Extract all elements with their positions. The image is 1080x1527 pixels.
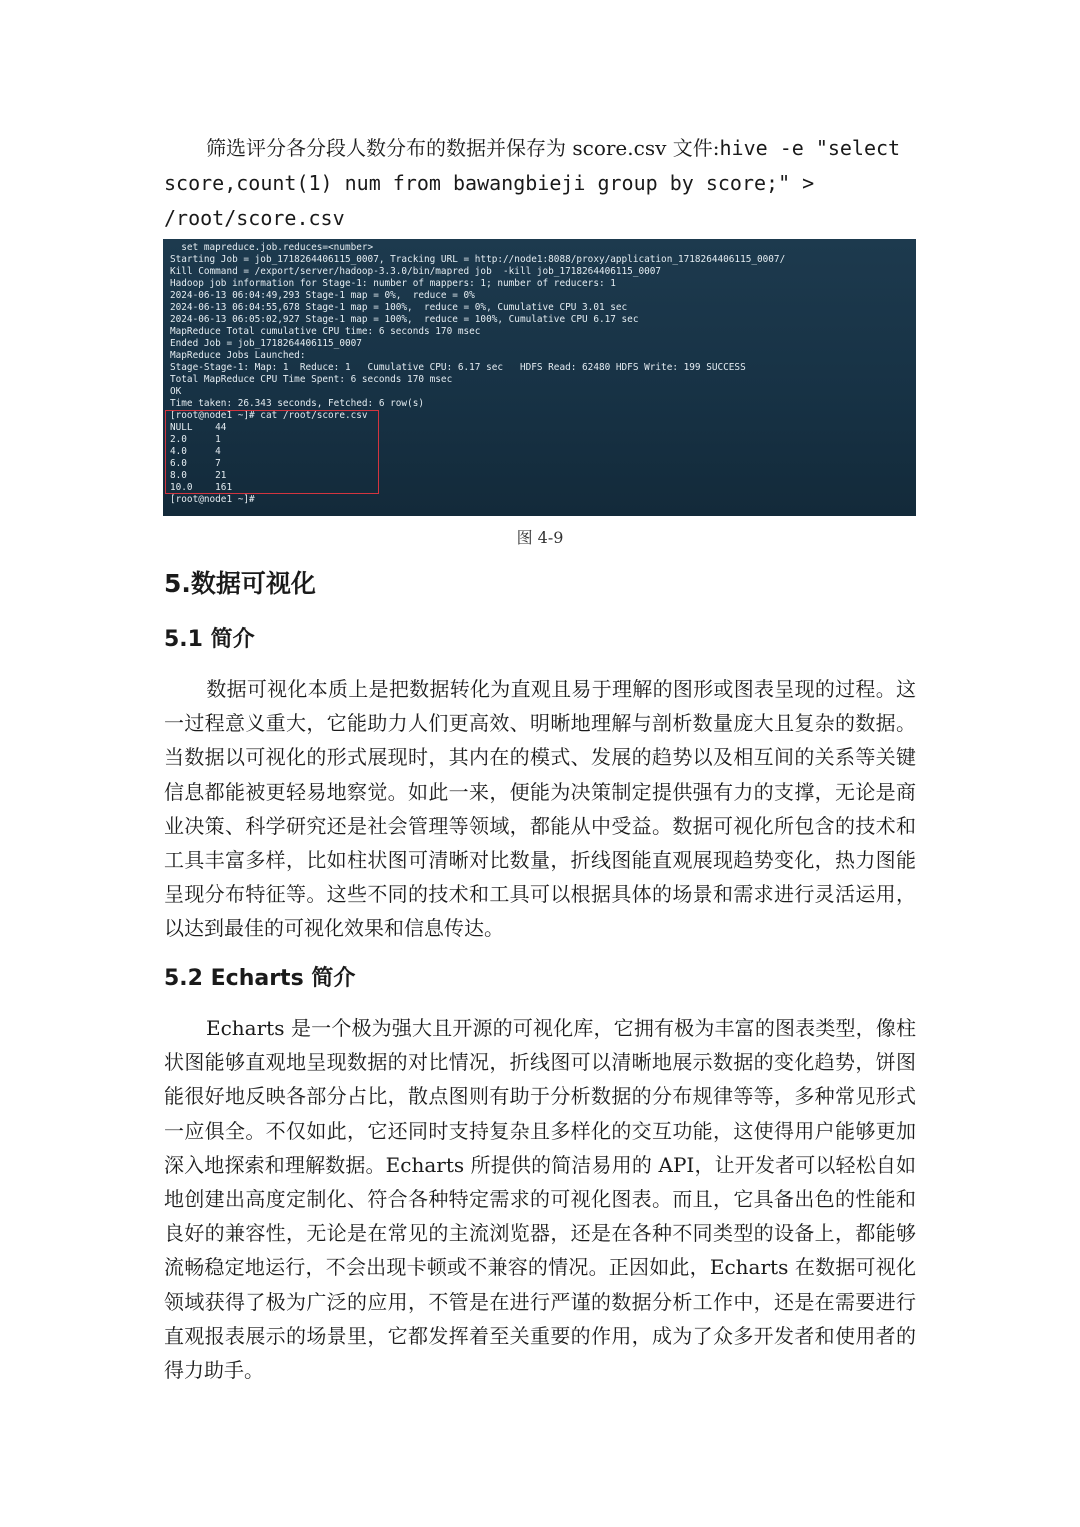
terminal-line: [root@node1 ~]# — [170, 494, 255, 505]
result-highlight-box — [165, 410, 379, 494]
terminal-line: Hadoop job information for Stage-1: number of mappers: 1; number of reducers: 1 — [170, 278, 616, 289]
terminal-line: NULL 44 — [170, 422, 227, 433]
terminal-line: 4.0 4 — [170, 446, 221, 457]
terminal-line: Ended Job = job_1718264406115_0007 — [170, 338, 362, 349]
terminal-line: MapReduce Total cumulative CPU time: 6 seconds 170 msec — [170, 326, 481, 337]
terminal-line: Kill Command = /export/server/hadoop-3.3.0/bin/mapred job -kill job_1718264406115_0007 — [170, 266, 662, 277]
section-5-2-heading: 5.2 Echarts 简介 — [164, 966, 356, 991]
terminal-line: Total MapReduce CPU Time Spent: 6 seconds 170 msec — [170, 374, 453, 385]
terminal-line: MapReduce Jobs Launched: — [170, 350, 306, 361]
figure-caption: 图 4-9 — [516, 528, 564, 547]
terminal-line: Starting Job = job_1718264406115_0007, Tracking URL = http://node1:8088/proxy/application_1718264406115_0007/ — [170, 254, 786, 265]
section-5-2-text: Echarts 是一个极为强大且开源的可视化库，它拥有极为丰富的图表类型，像柱状图能够直观地呈现数据的对比情况，折线图可以清晰地展示数据的变化趋势，饼图能很好地反映各部分占比，散点图则有助于分析数据的分布规律等等，多种常见形式一应俱全。不仅如此，它还同时支持复杂且多样化的交互功能，这使得用户能够更加深入地探索和理解数据。Echarts 所提供的简洁易用的 API，让开发者可以轻松自如地创建出高度定制化、符合各种特定需求的可视化图表。而且，它具备出色的性能和良好的兼容性，无论是在常见的主流浏览器，还是在各种不同类型的设备上，都能够流畅稳定地运行，不会出现卡顿或不兼容的情况。正因如此，Echarts 在数据可视化领域获得了极为广泛的应用，不管是在进行严谨的数据分析工作中，还是在需要进行直观报表展示的场景里，它都发挥着至关重要的作用，成为了众多开发者和使用者的得力助手。 — [164, 1016, 916, 1383]
section-5-heading: 5.数据可视化 — [164, 569, 316, 598]
terminal-line: set mapreduce.job.reduces=<number> — [170, 242, 374, 253]
intro-text: 筛选评分各分段人数分布的数据并保存为 score.csv 文件: — [206, 136, 720, 160]
terminal-line: [root@node1 ~]# cat /root/score.csv — [170, 410, 368, 421]
hive-command: hive -e "select score,count(1) num from bawangbieji group by score;" > /root/score.csv — [164, 136, 901, 230]
intro-paragraph — [164, 131, 916, 236]
terminal-line: Time taken: 26.343 seconds, Fetched: 6 row(s) — [170, 398, 424, 409]
section-5-1-heading: 5.1 简介 — [164, 627, 255, 652]
terminal-line: 2024-06-13 06:04:49,293 Stage-1 map = 0%, reduce = 0% — [170, 290, 475, 301]
terminal-line: 2024-06-13 06:04:55,678 Stage-1 map = 100%, reduce = 0%, Cumulative CPU 3.01 sec — [170, 302, 628, 313]
terminal-line: 6.0 7 — [170, 458, 221, 469]
section-5-1-text: 数据可视化本质上是把数据转化为直观且易于理解的图形或图表呈现的过程。这一过程意义重大，它能助力人们更高效、明晰地理解与剖析数量庞大且复杂的数据。当数据以可视化的形式展现时，其内在的模式、发展的趋势以及相互间的关系等关键信息都能被更轻易地察觉。如此一来，便能为决策制定提供强有力的支撑，无论是商业决策、科学研究还是社会管理等领域，都能从中受益。数据可视化所包含的技术和工具丰富多样，比如柱状图可清晰对比数量，折线图能直观展现趋势变化，热力图能呈现分布特征等。这些不同的技术和工具可以根据具体的场景和需求进行灵活运用，以达到最佳的可视化效果和信息传达。 — [164, 677, 916, 941]
section-5-2-paragraph — [164, 1011, 916, 1387]
terminal-line: 2024-06-13 06:05:02,927 Stage-1 map = 100%, reduce = 100%, Cumulative CPU 6.17 sec — [170, 314, 639, 325]
terminal-line: 2.0 1 — [170, 434, 221, 445]
section-5-1-paragraph — [164, 672, 916, 946]
terminal-line: OK — [170, 386, 182, 397]
terminal-line: Stage-Stage-1: Map: 1 Reduce: 1 Cumulative CPU: 6.17 sec HDFS Read: 62480 HDFS Write: 199 SUCCESS — [170, 362, 746, 373]
terminal-line: 8.0 21 — [170, 470, 227, 481]
terminal-screenshot — [163, 239, 916, 516]
terminal-line: 10.0 161 — [170, 482, 233, 493]
